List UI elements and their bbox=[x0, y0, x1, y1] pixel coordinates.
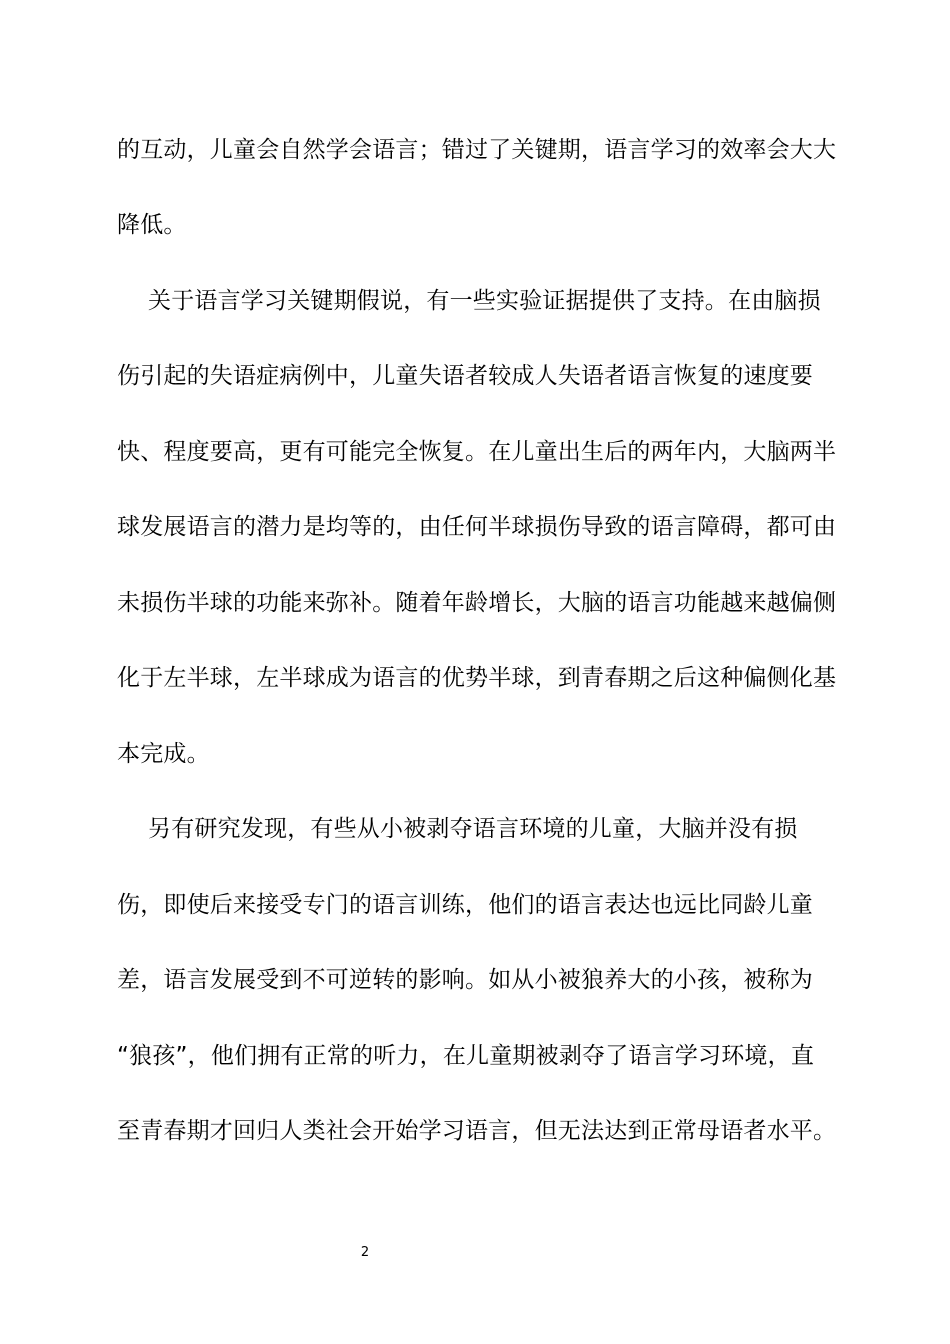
text-line: 至青春期才回归人类社会开始学习语言，但无法达到正常母语者水平。 bbox=[117, 1118, 837, 1144]
text-line: 未损伤半球的功能来弥补。随着年龄增长，大脑的语言功能越来越偏侧 bbox=[117, 590, 837, 616]
text-line: 化于左半球，左半球成为语言的优势半球，到青春期之后这种偏侧化基 bbox=[117, 665, 837, 691]
paragraph-first-line: 另有研究发现，有些从小被剥夺语言环境的儿童，大脑并没有损 bbox=[148, 816, 798, 842]
text-line: 伤引起的失语症病例中，儿童失语者较成人失语者语言恢复的速度要 bbox=[117, 363, 813, 389]
text-line: “狼孩”，他们拥有正常的听力，在儿童期被剥夺了语言学习环境，直 bbox=[117, 1043, 815, 1069]
text-line: 降低。 bbox=[117, 212, 187, 238]
text-line: 的互动，儿童会自然学会语言；错过了关键期，语言学习的效率会大大 bbox=[117, 137, 837, 163]
text-line: 差，语言发展受到不可逆转的影响。如从小被狼养大的小孩，被称为 bbox=[117, 967, 813, 993]
text-line: 本完成。 bbox=[117, 741, 210, 767]
page-number: 2 bbox=[360, 1245, 370, 1260]
text-line: 球发展语言的潜力是均等的，由任何半球损伤导致的语言障碍，都可由 bbox=[117, 514, 837, 540]
text-line: 快、程度要高，更有可能完全恢复。在儿童出生后的两年内，大脑两半 bbox=[117, 439, 837, 465]
paragraph-first-line: 关于语言学习关键期假说，有一些实验证据提供了支持。在由脑损 bbox=[148, 288, 821, 314]
text-line: 伤，即使后来接受专门的语言训练，他们的语言表达也远比同龄儿童 bbox=[117, 892, 813, 918]
